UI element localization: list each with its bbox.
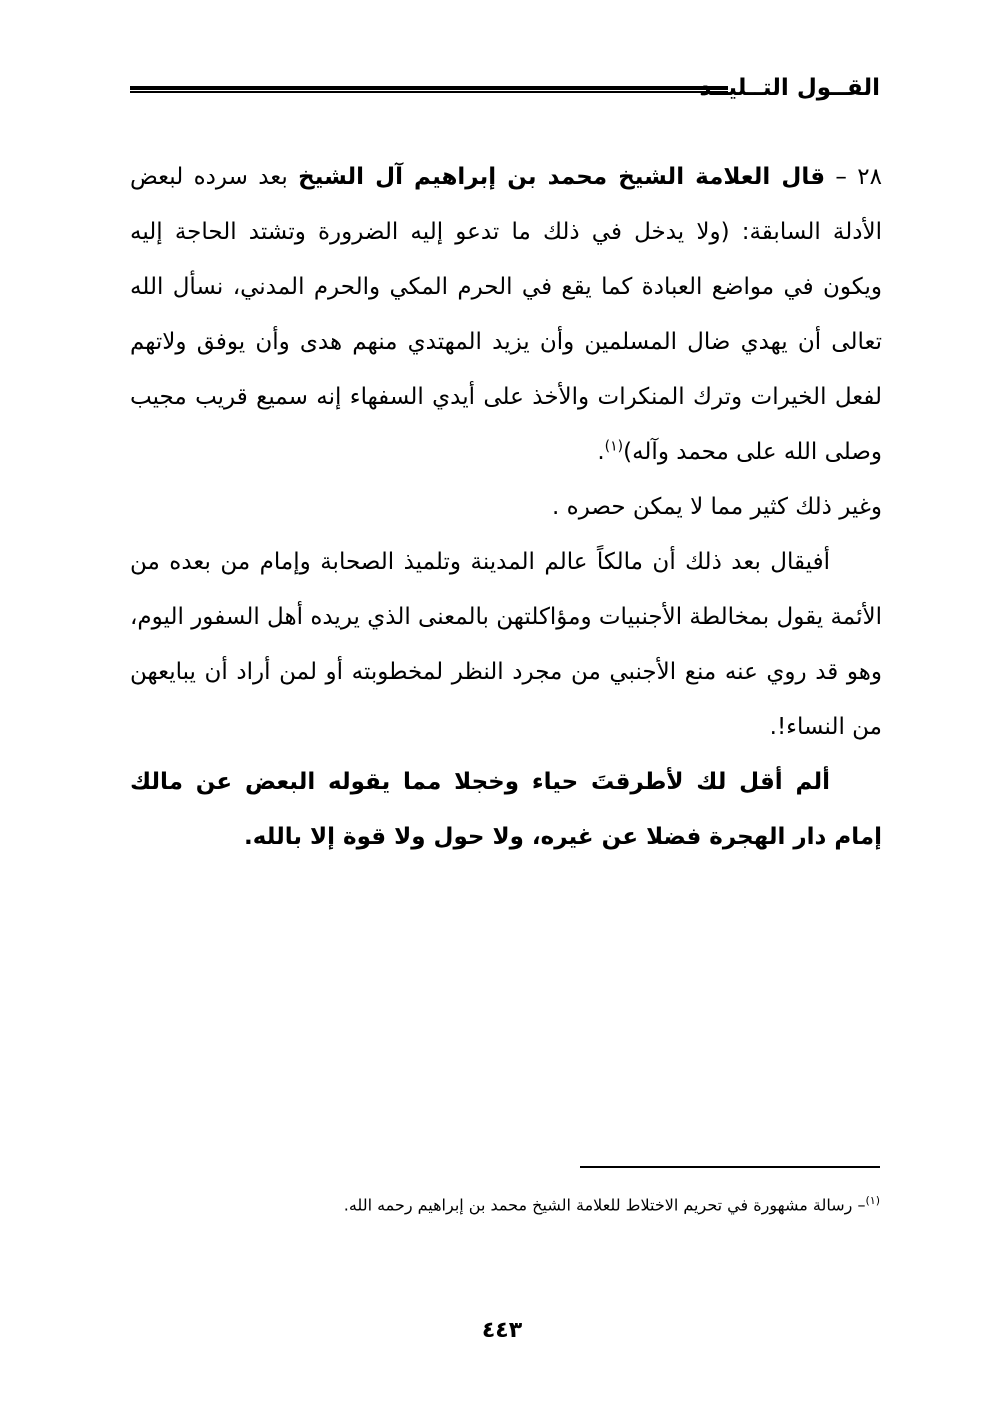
header-rule bbox=[130, 86, 728, 93]
quote-text: بعد سرده لبعض الأدلة السابقة: (ولا يدخل في ذلك ما تدعو إليه الضرورة وتشتد الحاجة إليه ويكون في مواضع العبادة كما يقع في الحرم المكي والحرم المدني، نسأل الله تعالى أن يهدي ضال المسلمين وأن يزيد المهتدي منهم هدى وأن يوفق ولاتهم لفعل الخيرات وترك المنكرات والأخذ على أيدي السفهاء إنه سميع قريب مجيب وصلى الله على محمد وآله) bbox=[130, 164, 882, 465]
paragraph-quote bbox=[130, 150, 882, 480]
author-name: قال العلامة الشيخ محمد بن إبراهيم آل الشيخ bbox=[298, 164, 826, 190]
footnote-separator bbox=[580, 1166, 880, 1168]
quote-end: . bbox=[597, 439, 605, 465]
footnote bbox=[180, 1186, 880, 1220]
footnote-text: – رسالة مشهورة في تحريم الاختلاط للعلامة الشيخ محمد بن إبراهيم رحمه الله. bbox=[343, 1195, 866, 1215]
page-number: ٤٤٣ bbox=[481, 1318, 523, 1343]
paragraph-summary: وغير ذلك كثير مما لا يمكن حصره . bbox=[552, 494, 882, 520]
paragraph-conclusion: ألم أقل لك لأطرقتَ حياء وخجلا مما يقوله البعض عن مالك إمام دار الهجرة فضلا عن غيره، ولا حول ولا قوة إلا بالله. bbox=[130, 769, 882, 850]
header-title: القــول التــليــد bbox=[699, 75, 880, 101]
running-header bbox=[130, 70, 880, 110]
item-number: ٢٨ – bbox=[835, 164, 882, 190]
footnote-reference[interactable]: (١) bbox=[604, 438, 624, 455]
paragraph-question: أفيقال بعد ذلك أن مالكاً عالم المدينة وتلميذ الصحابة وإمام من بعده من الأئمة يقول بمخالطة الأجنبيات ومؤاكلتهن بالمعنى الذي يريده أهل السفور اليوم، وهو قد روي عنه منع الأجنبي من مجرد النظر لمخطوبته أو لمن أراد أن يبايعهن من النساء!. bbox=[130, 549, 882, 740]
footnote-marker: (١) bbox=[865, 1194, 880, 1207]
main-text bbox=[130, 150, 882, 865]
